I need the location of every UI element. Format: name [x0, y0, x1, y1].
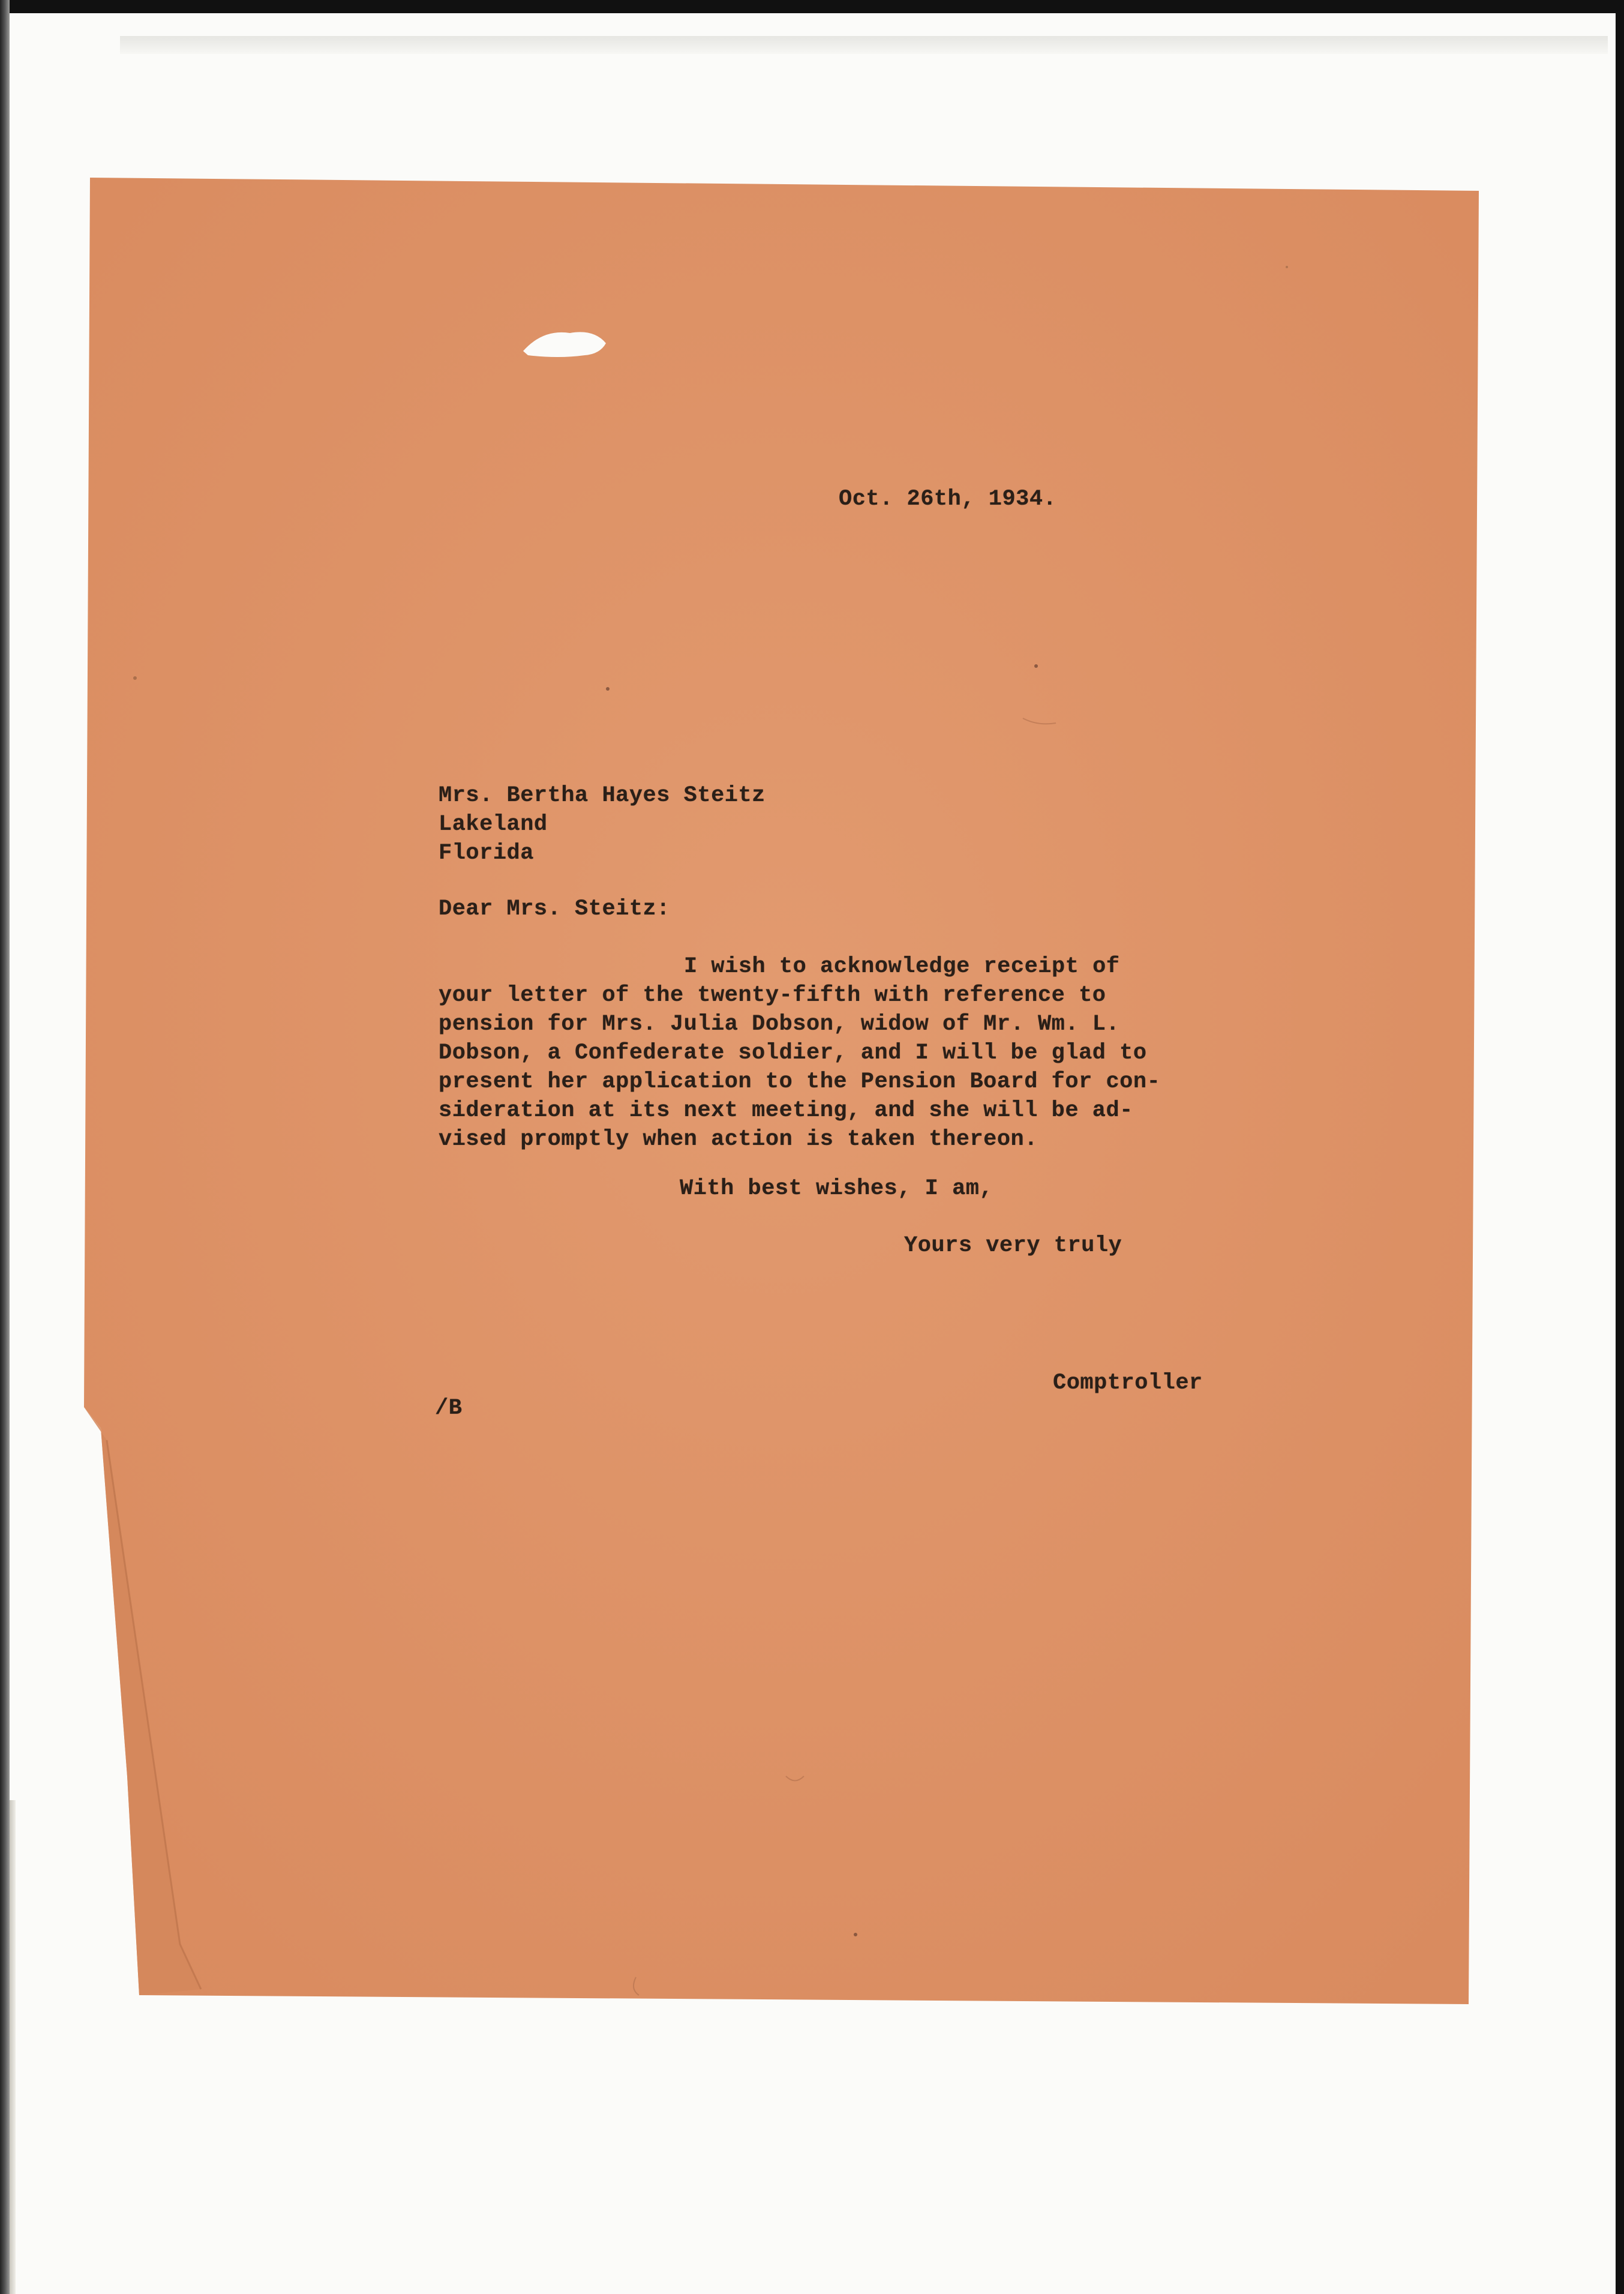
closing-line: With best wishes, I am, — [680, 1176, 993, 1201]
body-line: I wish to acknowledge receipt of — [684, 954, 1120, 979]
body-line: pension for Mrs. Julia Dobson, widow of Mr. Wm. L. — [439, 1012, 1120, 1037]
signature-title: Comptroller — [1053, 1371, 1203, 1396]
recipient-name: Mrs. Bertha Hayes Steitz — [439, 783, 766, 808]
body-line: present her application to the Pension Board for con- — [439, 1069, 1161, 1094]
recipient-city: Lakeland — [439, 812, 548, 837]
body-line: your letter of the twenty-fifth with reference to — [439, 983, 1106, 1008]
typist-initials: /B — [435, 1396, 463, 1421]
body-line: Dobson, a Confederate soldier, and I will be glad to — [439, 1040, 1147, 1066]
body-line: vised promptly when action is taken thereon. — [439, 1127, 1038, 1152]
letter-date: Oct. 26th, 1934. — [839, 487, 1057, 512]
salutation: Dear Mrs. Steitz: — [439, 896, 670, 922]
recipient-state: Florida — [439, 841, 534, 866]
valediction: Yours very truly — [904, 1233, 1122, 1258]
body-line: sideration at its next meeting, and she will be ad- — [439, 1098, 1133, 1123]
